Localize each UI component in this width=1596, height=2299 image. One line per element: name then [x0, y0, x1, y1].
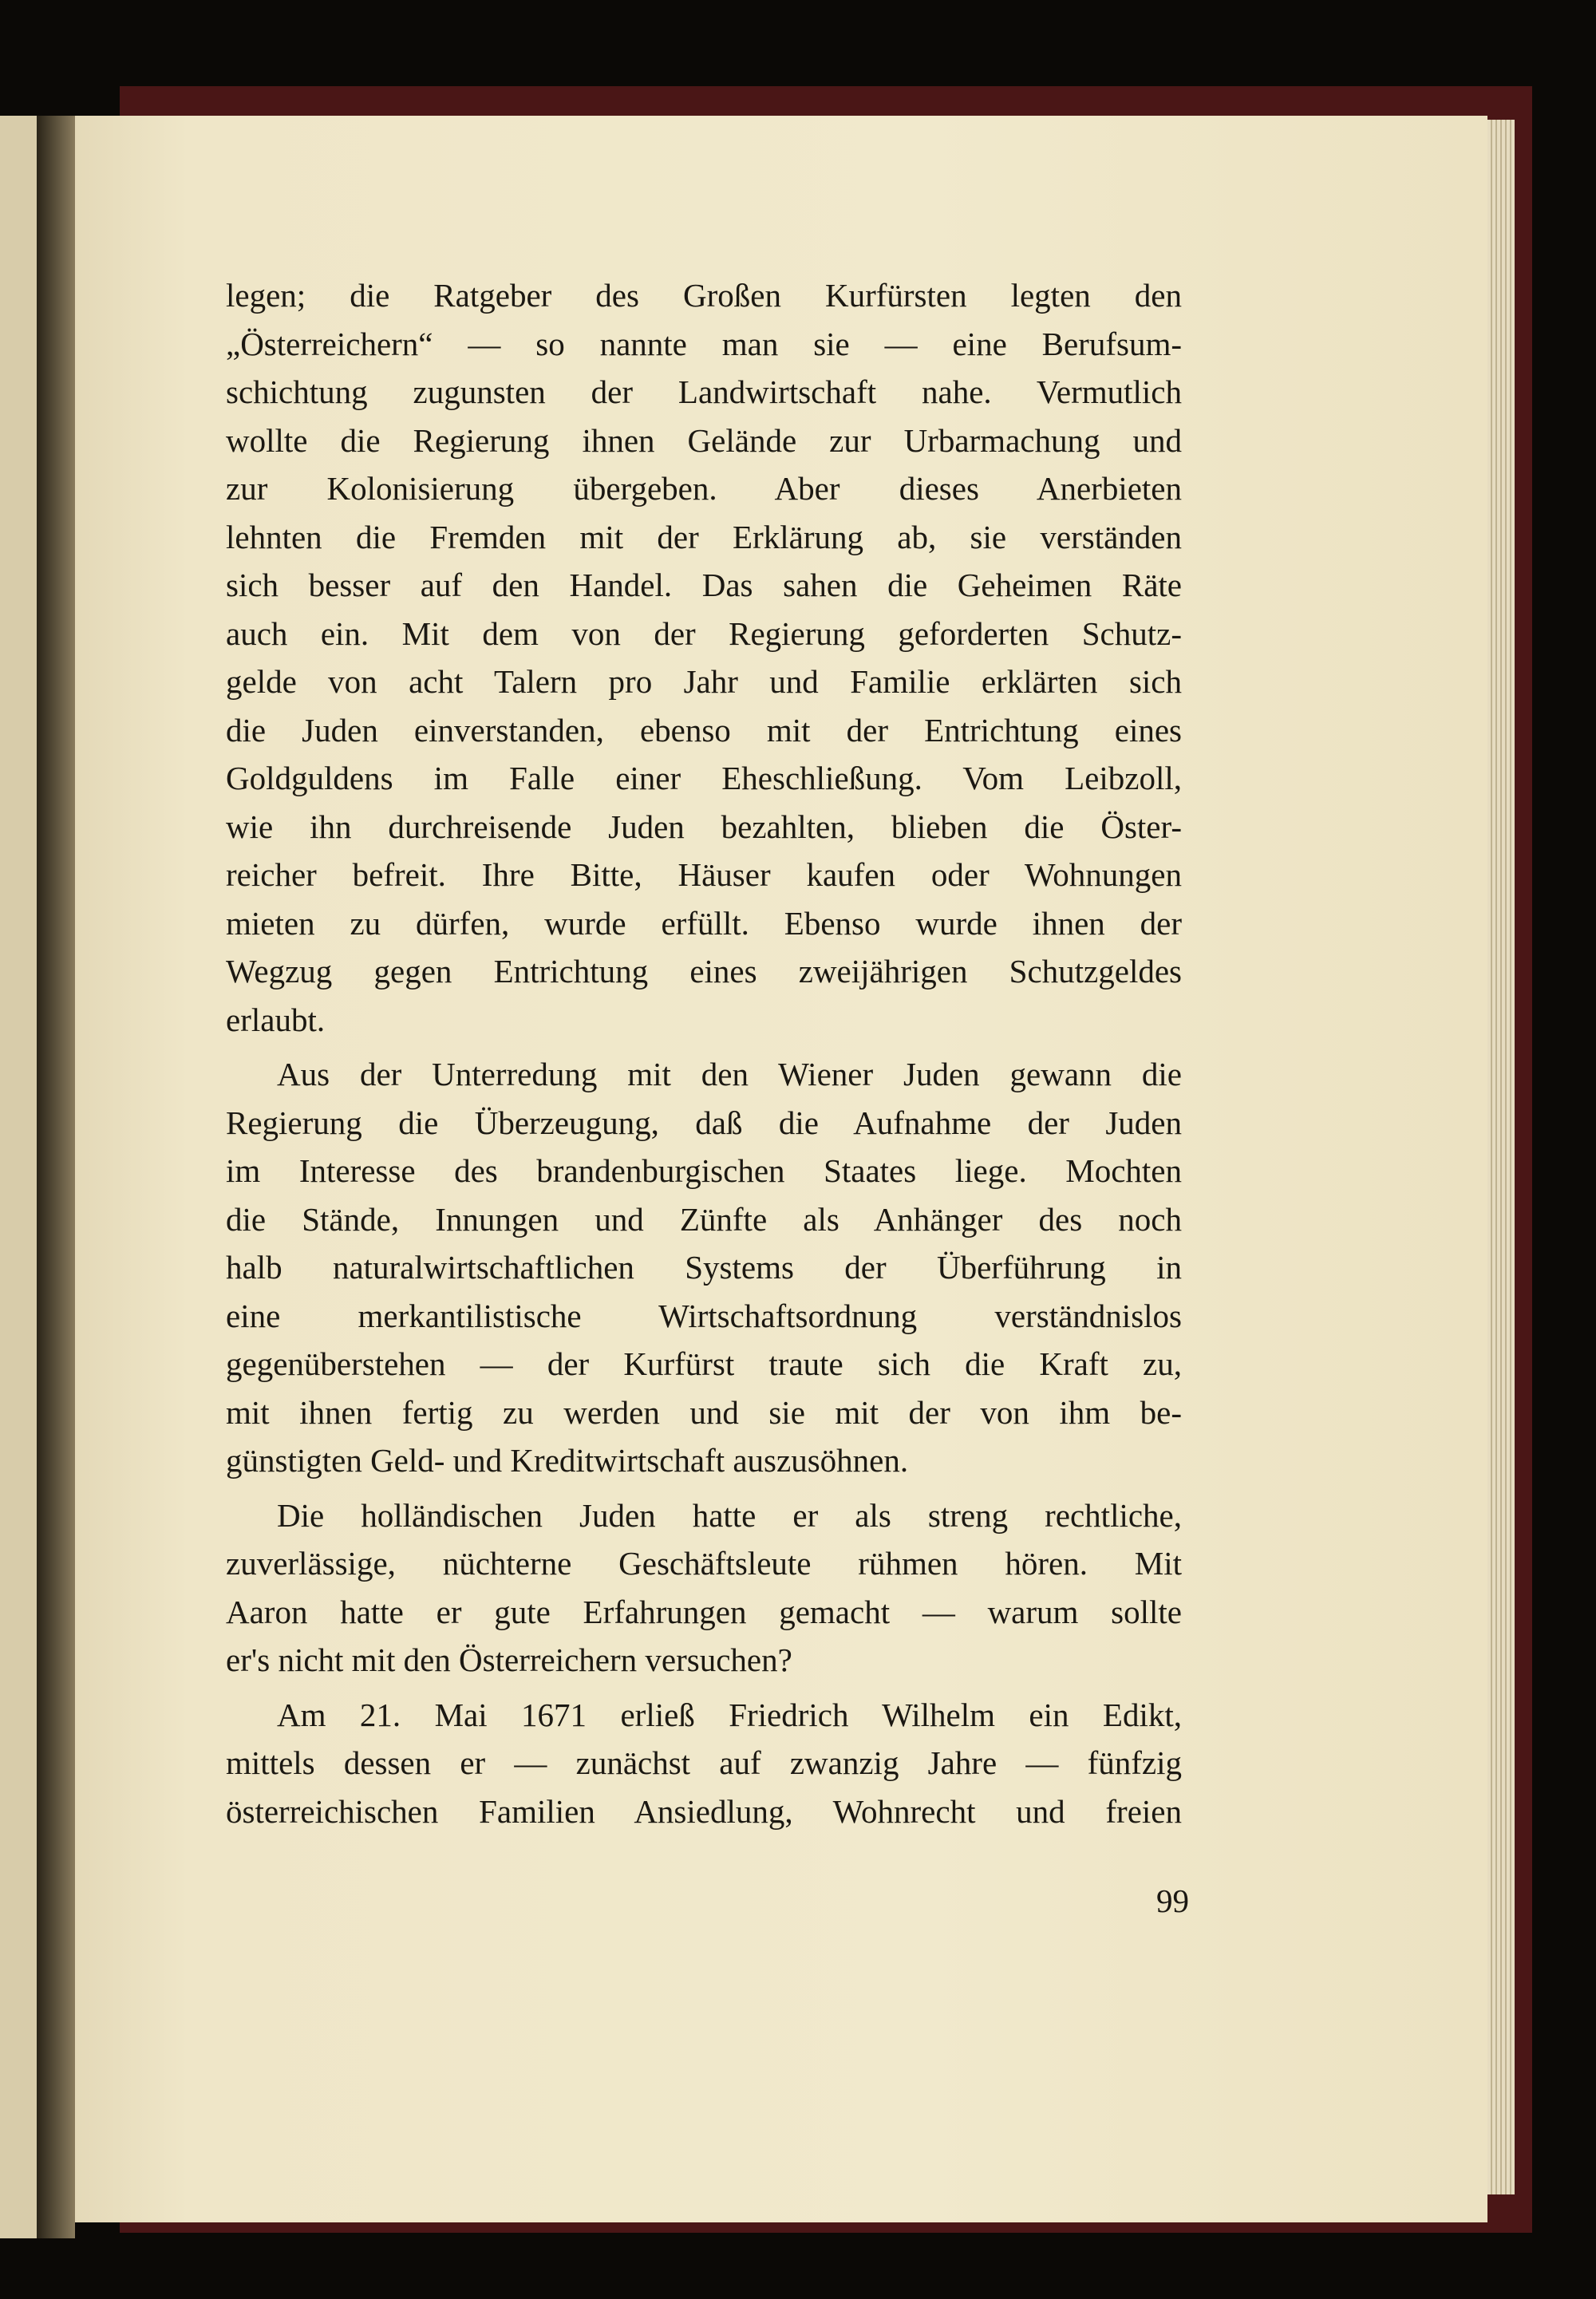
text-line: Am 21. Mai 1671 erließ Friedrich Wilhelm ein Edikt, — [277, 1696, 1182, 1733]
text-line: die Juden einverstanden, ebenso mit der Entrichtung eines — [226, 711, 1182, 749]
text-line: mieten zu dürfen, wurde erfüllt. Ebenso wurde ihnen der — [226, 904, 1182, 942]
text-line: schichtung zugunsten der Landwirtschaft nahe. Vermutlich — [226, 373, 1182, 410]
text-line: Regierung die Überzeugung, daß die Aufnahme der Juden — [226, 1104, 1182, 1141]
text-line: Aus der Unterredung mit den Wiener Juden gewann die — [277, 1056, 1182, 1092]
body-text — [226, 271, 1182, 1842]
text-line: sich besser auf den Handel. Das sahen die Geheimen Räte — [226, 567, 1182, 603]
text-line: österreichischen Familien Ansiedlung, Wohnrecht und freien — [226, 1792, 1182, 1830]
text-line: die Stände, Innungen und Zünfte als Anhänger des noch — [226, 1200, 1182, 1238]
text-line: Aaron hatte er gute Erfahrungen gemacht — warum sollte — [226, 1593, 1182, 1630]
text-line: erlaubt. — [226, 1001, 326, 1038]
text-line: legen; die Ratgeber des Großen Kurfürsten legten den — [226, 277, 1182, 314]
text-line: er's nicht mit den Österreichern versuchen? — [226, 1641, 792, 1678]
paragraph — [226, 1691, 1182, 1836]
book-gutter — [37, 116, 75, 2238]
text-line: Goldguldens im Falle einer Eheschließung. Vom Leibzoll, — [226, 760, 1182, 796]
text-line: Wegzug gegen Entrichtung eines zweijährigen Schutzgeldes — [226, 953, 1182, 990]
text-line: eine merkantilistische Wirtschaftsordnung verständnislos — [226, 1297, 1182, 1334]
page-number: 99 — [1156, 1882, 1189, 1919]
text-line: gegenüberstehen — der Kurfürst traute sich die Kraft zu, — [226, 1345, 1182, 1382]
text-line: mit ihnen fertig zu werden und sie mit der von ihm be- — [226, 1393, 1182, 1431]
text-line: zur Kolonisierung übergeben. Aber dieses Anerbieten — [226, 470, 1182, 507]
text-line: zuverlässige, nüchterne Geschäftsleute rühmen hören. Mit — [226, 1545, 1182, 1582]
paragraph — [226, 271, 1182, 1044]
text-line: wollte die Regierung ihnen Gelände zur Urbarmachung und — [226, 421, 1182, 459]
left-page-edge — [0, 116, 37, 2238]
text-line: „Österreichern“ — so nannte man sie — eine Berufsum- — [226, 325, 1182, 362]
paragraph — [226, 1050, 1182, 1485]
text-line: günstigten Geld- und Kreditwirtschaft auszusöhnen. — [226, 1442, 909, 1479]
text-line: mittels dessen er — zunächst auf zwanzig Jahre — fünfzig — [226, 1744, 1182, 1781]
text-line: auch ein. Mit dem von der Regierung geforderten Schutz- — [226, 614, 1182, 652]
text-line: im Interesse des brandenburgischen Staates liege. Mochten — [226, 1152, 1182, 1189]
text-line: wie ihn durchreisende Juden bezahlten, blieben die Öster- — [226, 808, 1182, 845]
text-line: halb naturalwirtschaftlichen Systems der Überführung in — [226, 1249, 1182, 1286]
paragraph — [226, 1491, 1182, 1685]
text-line: reicher befreit. Ihre Bitte, Häuser kaufen oder Wohnungen — [226, 856, 1182, 893]
text-line: lehnten die Fremden mit der Erklärung ab, sie verständen — [226, 518, 1182, 555]
text-line: gelde von acht Talern pro Jahr und Familie erklärten sich — [226, 663, 1182, 700]
text-line: Die holländischen Juden hatte er als streng rechtliche, — [277, 1496, 1182, 1534]
